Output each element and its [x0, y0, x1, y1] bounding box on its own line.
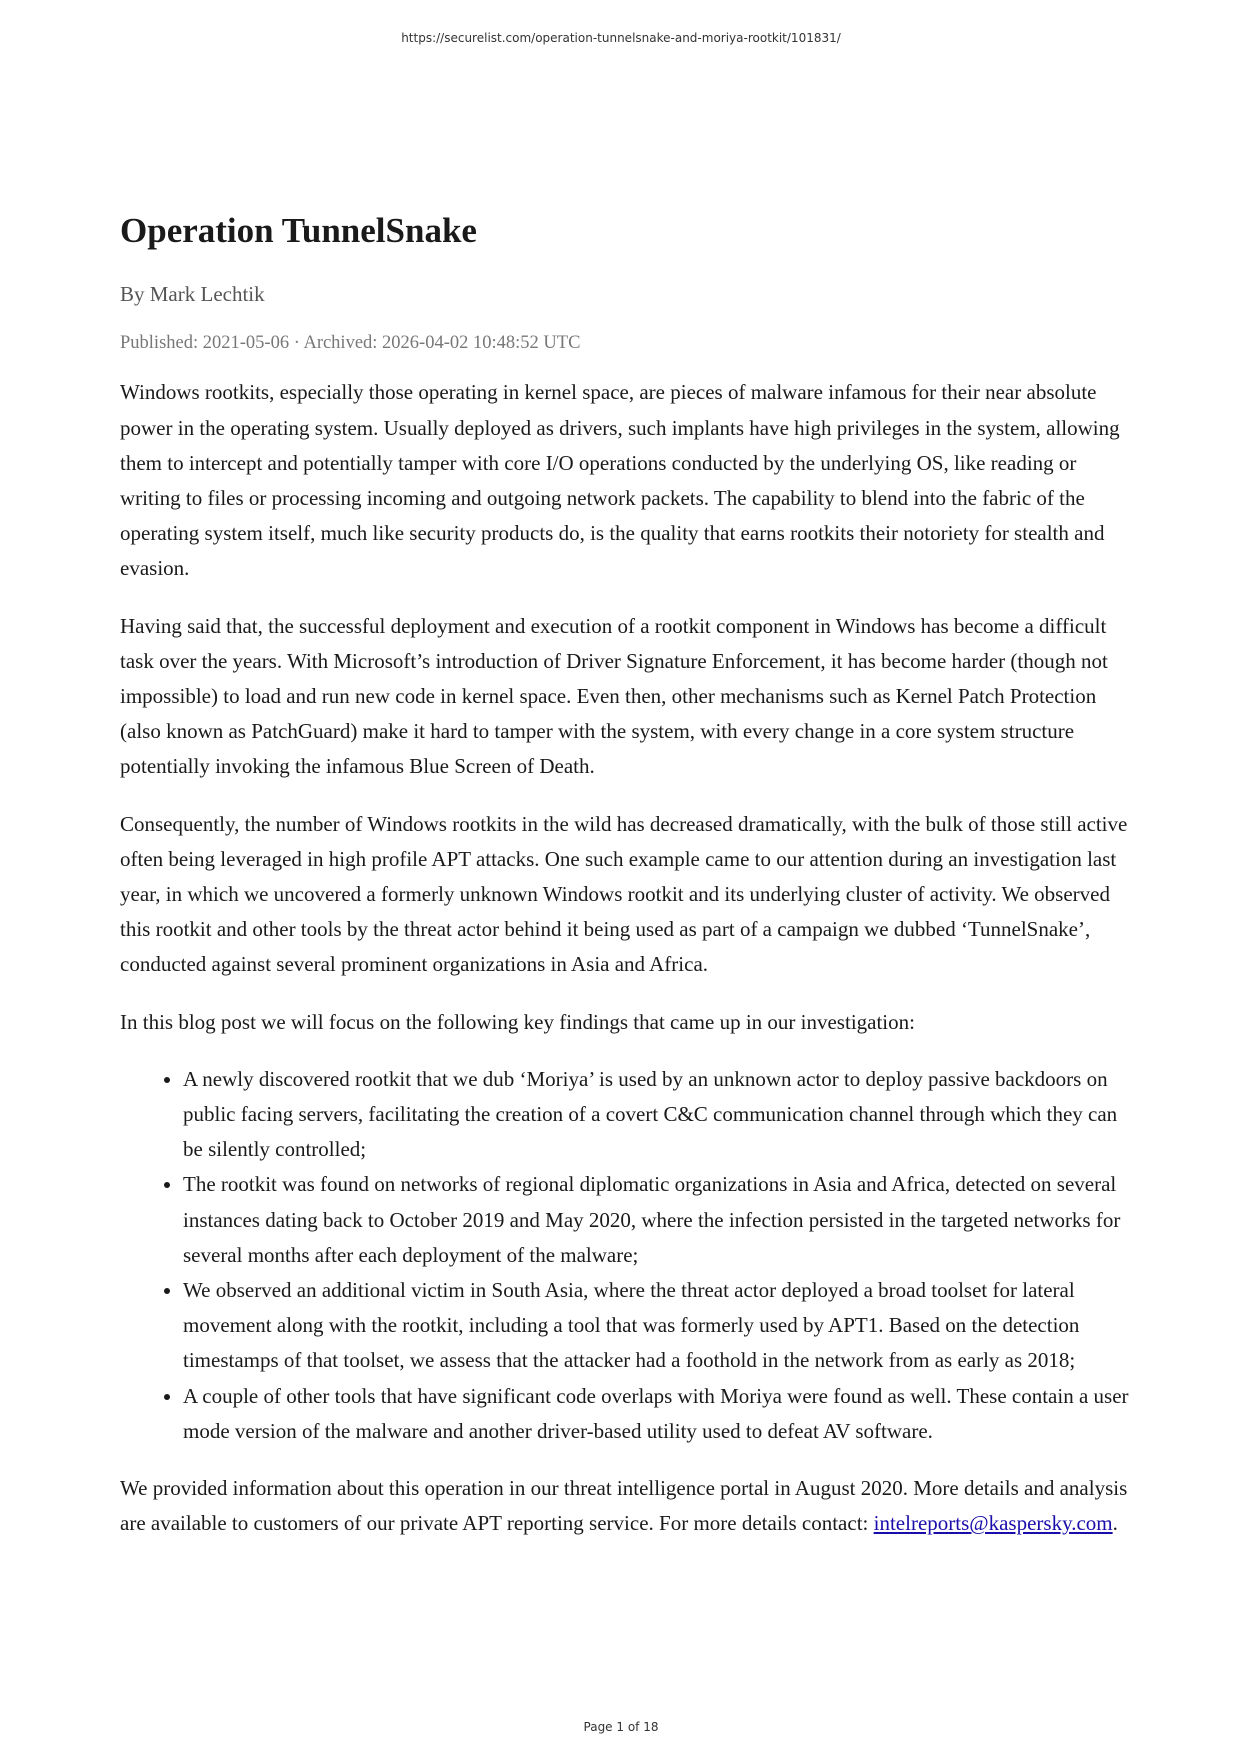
list-item: • The rootkit was found on networks of regional diplomatic organizations in Asia and Africa, detected on several instances dating back to October 2019 and May 2020, where the infection persisted in the targeted networks for several months after each deployment of the malware;	[183, 1167, 1130, 1273]
list-item: • A couple of other tools that have significant code overlaps with Moriya were found as well. These contain a user mode version of the malware and another driver-based utility used to defeat AV software.	[183, 1379, 1130, 1449]
paragraph: Consequently, the number of Windows rootkits in the wild has decreased dramatically, with the bulk of those still active often being leveraged in high profile APT attacks. One such example came to our attention during an investigation last year, in which we uncovered a formerly unknown Windows rootkit and its underlying cluster of activity. We observed this rootkit and other tools by the threat actor behind it being used as part of a campaign we dubbed ‘TunnelSnake’, conducted against several prominent organizations in Asia and Africa.	[120, 811, 1128, 977]
closing-trailing: .	[1112, 1511, 1118, 1536]
email-link[interactable]: intelreports@kaspersky.com	[873, 1511, 1113, 1536]
article-meta: Published: 2021-05-06 · Archived: 2026-04-02 10:48:52 UTC	[120, 333, 581, 354]
list-item: • We observed an additional victim in South Asia, where the threat actor deployed a broad toolset for lateral movement along with the rootkit, including a tool that was formerly used by APT1. Based on the detection timestamps of that toolset, we assess that the attacker had a foothold in the network from as early as 2018;	[183, 1273, 1130, 1379]
page-number: Page 1 of 18	[583, 1720, 659, 1734]
key-findings-list	[120, 1062, 1130, 1449]
paragraph: Having said that, the successful deployment and execution of a rootkit component in Windows has become a difficult task over the years. With Microsoft’s introduction of Driver Signature Enforcement, it has become harder (though not impossible) to load and run new code in kernel space. Even then, other mechanisms such as Kernel Patch Protection (also known as PatchGuard) make it hard to tamper with the system, with every change in a core system structure potentially invoking the infamous Blue Screen of Death.	[120, 613, 1108, 779]
article	[120, 210, 1130, 1541]
closing-text: We provided information about this operation in our threat intelligence portal in August 2020. More details and analysis are available to customers of our private APT reporting service. For more details contact:	[120, 1476, 1128, 1536]
article-byline: By Mark Lechtik	[120, 282, 265, 306]
page-url-header: https://securelist.com/operation-tunnelsnake-and-moriya-rootkit/101831/	[401, 31, 841, 45]
closing-paragraph	[120, 1471, 1130, 1541]
list-item: • A newly discovered rootkit that we dub ‘Moriya’ is used by an unknown actor to deploy passive backdoors on public facing servers, facilitating the creation of a covert C&C communication channel through which they can be silently controlled;	[183, 1062, 1130, 1168]
article-title: Operation TunnelSnake	[120, 211, 477, 250]
paragraph: In this blog post we will focus on the following key findings that came up in our investigation:	[120, 1009, 915, 1034]
paragraph: Windows rootkits, especially those operating in kernel space, are pieces of malware infamous for their near absolute power in the operating system. Usually deployed as drivers, such implants have high privileges in the system, allowing them to intercept and potentially tamper with core I/O operations conducted by the underlying OS, like reading or writing to files or processing incoming and outgoing network packets. The capability to blend into the fabric of the operating system itself, much like security products do, is the quality that earns rootkits their notoriety for stealth and evasion.	[120, 380, 1120, 581]
